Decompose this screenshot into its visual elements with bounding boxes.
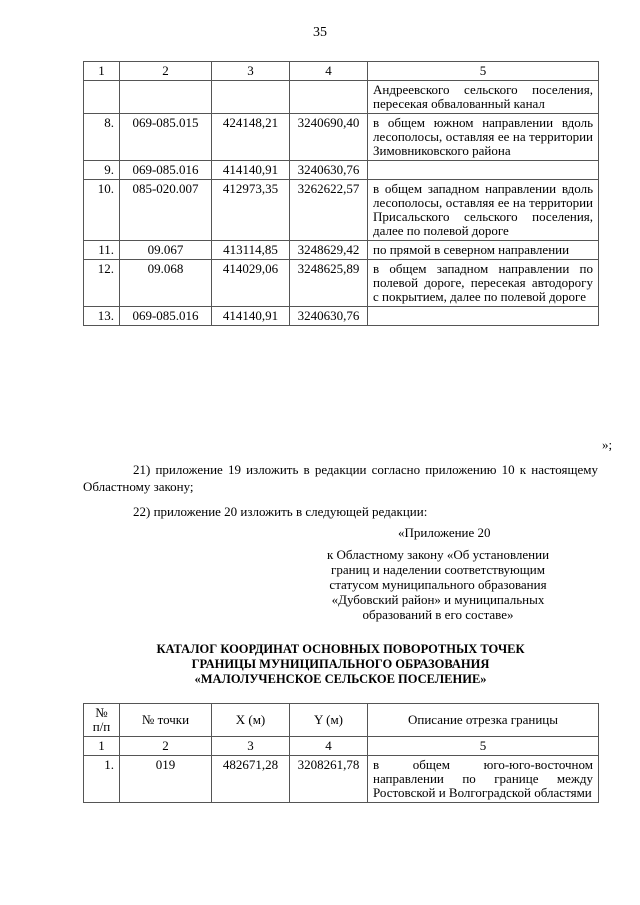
- x-coord: 414140,91: [212, 307, 290, 326]
- point-id: 019: [120, 756, 212, 803]
- catalog-title-line: «МАЛОЛУЧЕНСКОЕ СЕЛЬСКОЕ ПОСЕЛЕНИЕ»: [194, 672, 487, 686]
- table-header-row: [84, 704, 599, 737]
- row-number: 13.: [84, 307, 120, 326]
- point-id: 069-085.016: [120, 161, 212, 180]
- header-cell: 1: [84, 62, 120, 81]
- point-id: 09.068: [120, 260, 212, 307]
- x-coord: 482671,28: [212, 756, 290, 803]
- header-cell-description: Описание отрезка границы: [368, 704, 599, 737]
- row-number: 9.: [84, 161, 120, 180]
- y-coord: 3240630,76: [290, 307, 368, 326]
- index-cell: 2: [120, 737, 212, 756]
- description-cell: Андреевского сельского поселения, пересекая обвалованный канал: [368, 81, 599, 114]
- index-cell: 1: [84, 737, 120, 756]
- table-row: [84, 161, 599, 180]
- coordinates-table-continued: [83, 61, 599, 326]
- catalog-title-line: КАТАЛОГ КООРДИНАТ ОСНОВНЫХ ПОВОРОТНЫХ ТОЧЕК: [156, 642, 525, 656]
- catalog-title-line: ГРАНИЦЫ МУНИЦИПАЛЬНОГО ОБРАЗОВАНИЯ: [191, 657, 490, 671]
- header-cell-number: № п/п: [84, 704, 120, 737]
- table-row: [84, 260, 599, 307]
- table-index-row: [84, 737, 599, 756]
- appendix-subtitle-line: к Областному закону «Об установлении: [326, 547, 550, 562]
- table-row: [84, 307, 599, 326]
- appendix-subtitle-line: границ и наделении соответствующим: [331, 562, 545, 577]
- y-coord: 3248629,42: [290, 241, 368, 260]
- point-id: 069-085.016: [120, 307, 212, 326]
- paragraph-22: 22) приложение 20 изложить в следующей редакции:: [133, 504, 428, 519]
- row-number: 12.: [84, 260, 120, 307]
- point-id: 069-085.015: [120, 114, 212, 161]
- paragraph-21: 21) приложение 19 изложить в редакции согласно приложению 10 к настоящему Областному закону;: [83, 462, 598, 494]
- x-coord: 413114,85: [212, 241, 290, 260]
- header-cell: 3: [212, 62, 290, 81]
- x-coord: 424148,21: [212, 114, 290, 161]
- y-coord: 3262622,57: [290, 180, 368, 241]
- table-row: [84, 241, 599, 260]
- header-cell: 2: [120, 62, 212, 81]
- y-coord: 3208261,78: [290, 756, 368, 803]
- table-row: [84, 756, 599, 803]
- header-cell: 4: [290, 62, 368, 81]
- description-cell: в общем южном направлении вдоль лесополосы, оставляя ее на территории Зимовниковского района: [368, 114, 599, 161]
- index-cell: 4: [290, 737, 368, 756]
- table-row: [84, 81, 599, 114]
- description-cell: в общем западном направлении по полевой дороге, пересекая автодорогу с покрытием, далее по полевой дороге: [368, 260, 599, 307]
- index-cell: 5: [368, 737, 599, 756]
- row-number: 11.: [84, 241, 120, 260]
- point-id: 09.067: [120, 241, 212, 260]
- y-coord: 3240690,40: [290, 114, 368, 161]
- header-cell-point: № точки: [120, 704, 212, 737]
- row-number: 10.: [84, 180, 120, 241]
- y-coord: 3248625,89: [290, 260, 368, 307]
- appendix-subtitle: [300, 547, 576, 622]
- index-cell: 3: [212, 737, 290, 756]
- appendix-subtitle-line: образований в его составе»: [362, 607, 514, 622]
- table-row: [84, 180, 599, 241]
- catalog-title: [83, 642, 598, 687]
- appendix-title: «Приложение 20: [398, 525, 491, 540]
- point-id: 085-020.007: [120, 180, 212, 241]
- row-number: 8.: [84, 114, 120, 161]
- description-cell: [368, 307, 599, 326]
- appendix-subtitle-line: статусом муниципального образования: [329, 577, 547, 592]
- description-cell: по прямой в северном направлении: [368, 241, 599, 260]
- table-header-row: [84, 62, 599, 81]
- header-cell: 5: [368, 62, 599, 81]
- x-coord: 414140,91: [212, 161, 290, 180]
- x-coord: 414029,06: [212, 260, 290, 307]
- page-number: 35: [313, 25, 327, 40]
- x-coord: 412973,35: [212, 180, 290, 241]
- row-number: 1.: [84, 756, 120, 803]
- y-coord: 3240630,76: [290, 161, 368, 180]
- description-cell: в общем юго-юго-восточном направлении по границе между Ростовской и Волгоградской областями: [368, 756, 599, 803]
- header-cell-x: X (м): [212, 704, 290, 737]
- description-cell: в общем западном направлении вдоль лесополосы, оставляя ее на территории Присальского сельского поселения, далее по полевой дороге: [368, 180, 599, 241]
- header-cell-y: Y (м): [290, 704, 368, 737]
- coordinates-table: [83, 703, 599, 803]
- description-cell: [368, 161, 599, 180]
- table-row: [84, 114, 599, 161]
- closing-quote-mark: »;: [602, 437, 613, 452]
- appendix-subtitle-line: «Дубовский район» и муниципальных: [331, 592, 545, 607]
